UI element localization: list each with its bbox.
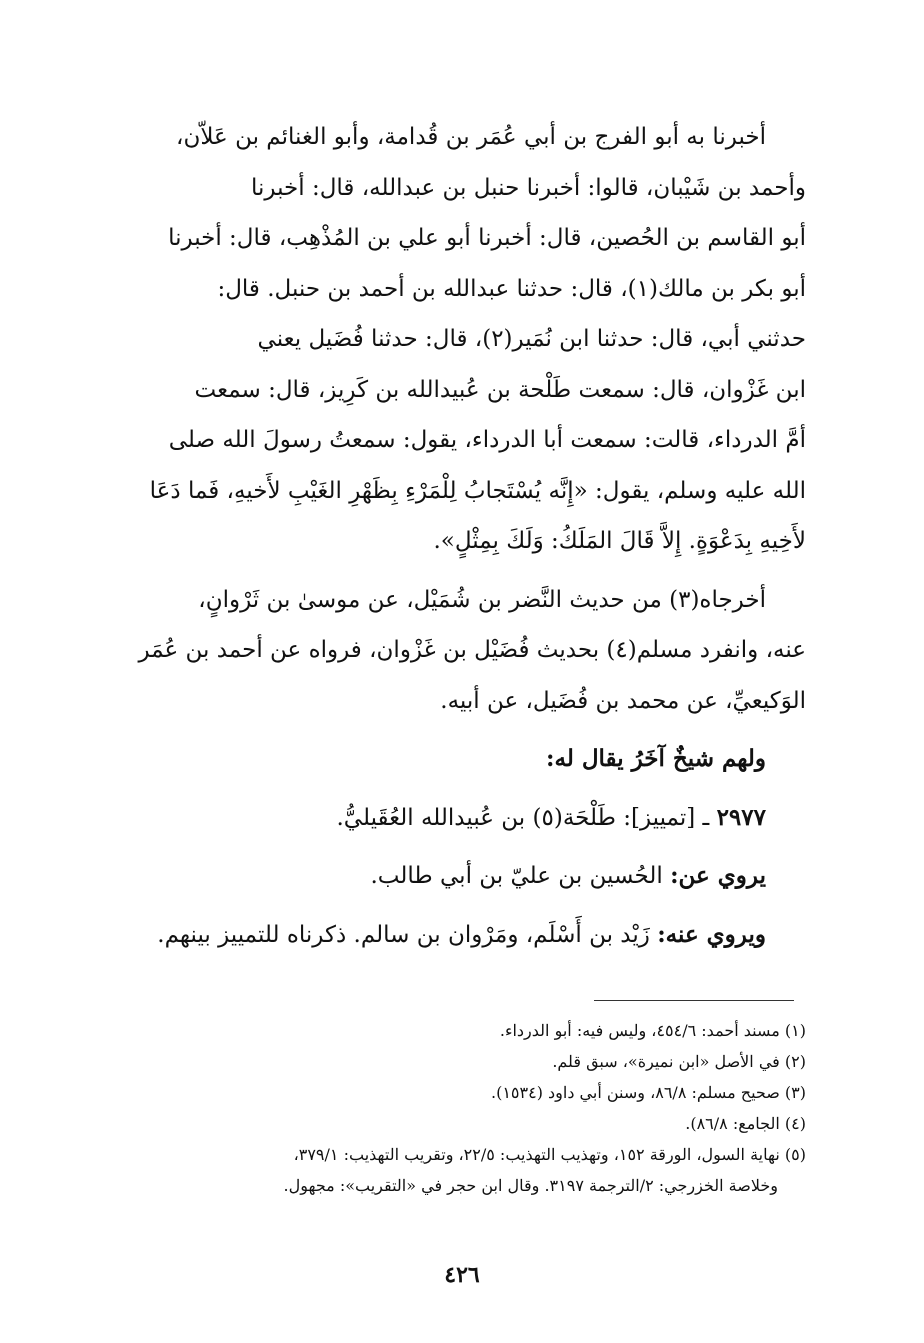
text-line: لأَخِيهِ بِدَعْوَةٍ. إِلاَّ قَالَ المَلَكُ: وَلَكَ بِمِثْلٍ». [433,528,806,554]
paragraph-hadith [98,112,806,567]
text-line: الوَكيعيِّ، عن محمد بن فُضَيل، عن أبيه. [440,687,806,714]
text-line: الله عليه وسلم، يقول: «إِنَّه يُسْتَجابُ لِلْمَرْءِ بِظَهْرِ الغَيْبِ لأَخيهِ، فَما دَعَا [149,477,806,504]
footnote: (٢) في الأصل «ابن نميرة»، سبق قلم. [552,1052,806,1071]
entry-title: ـ [تمييز]: طَلْحَة(٥) بن عُبيدالله العُقَيليُّ. [336,804,717,831]
narrates-from-text: الحُسين بن عليّ بن أبي طالب. [370,863,671,889]
footnotes [98,1015,806,1201]
section-heading: ولهم شيخٌ آخَرُ يقال له: [546,745,766,772]
text-line: وأحمد بن شَيْبان، قالوا: أخبرنا حنبل بن عبدالله، قال: أخبرنا [251,174,806,201]
text-line: أبو القاسم بن الحُصين، قال: أخبرنا أبو علي بن المُذْهِب، قال: أخبرنا [168,225,806,251]
narrated-by-text: زَيْد بن أَسْلَم، ومَرْوان بن سالم. ذكرناه للتمييز بينهم. [157,921,658,948]
main-text [98,112,806,960]
paragraph-takhrij [98,575,806,727]
text-line: عنه، وانفرد مسلم(٤) بحديث فُضَيْل بن غَزْوان، فرواه عن أحمد بن عُمَر [138,637,806,663]
narrates-from-label: يروي عن: [670,862,766,889]
footnote: (٣) صحيح مسلم: ٨٦/٨، وسنن أبي داود (١٥٣٤). [490,1083,806,1102]
entry-number: ٢٩٧٧ [716,803,766,831]
footnote: (٥) نهاية السول، الورقة ١٥٢، وتهذيب التهذيب: ٢٢/٥، وتقريب التهذيب: ٣٧٩/١، [293,1145,806,1164]
footnote: (١) مسند أحمد: ٤٥٤/٦، وليس فيه: أبو الدرداء. [499,1021,806,1040]
page-number: ٤٢٦ [444,1262,480,1288]
text-line: أبو بكر بن مالك(١)، قال: حدثنا عبدالله بن أحمد بن حنبل. قال: [217,275,806,302]
text-line: ابن غَزْوان، قال: سمعت طَلْحة بن عُبيدالله بن كَرِيز، قال: سمعت [194,376,806,403]
narrates-from [98,851,806,902]
footnote-continuation: وخلاصة الخزرجي: ٢/الترجمة ٣١٩٧. وقال ابن حجر في «التقريب»: مجهول. [283,1176,778,1195]
narrated-by-label: ويروي عنه: [657,920,766,948]
text-line: أمَّ الدرداء، قالت: سمعت أبا الدرداء، يقول: سمعتُ رسولَ الله صلى [168,427,806,453]
footnote-divider [594,1000,794,1001]
narrated-by [98,910,806,961]
text-line: أخرجاه(٣) من حديث النَّضر بن شُمَيْل، عن موسىٰ بن ثَرْوانٍ، [198,586,766,613]
biography-entry [98,793,806,844]
text-line: أخبرنا به أبو الفرج بن أبي عُمَر بن قُدامة، وأبو الغنائم بن عَلاّن، [176,124,766,150]
text-line: حدثني أبي، قال: حدثنا ابن نُمَير(٢)، قال: حدثنا فُضَيل يعني [257,326,806,352]
footnote: (٤) الجامع: ٨٦/٨). [685,1114,806,1133]
